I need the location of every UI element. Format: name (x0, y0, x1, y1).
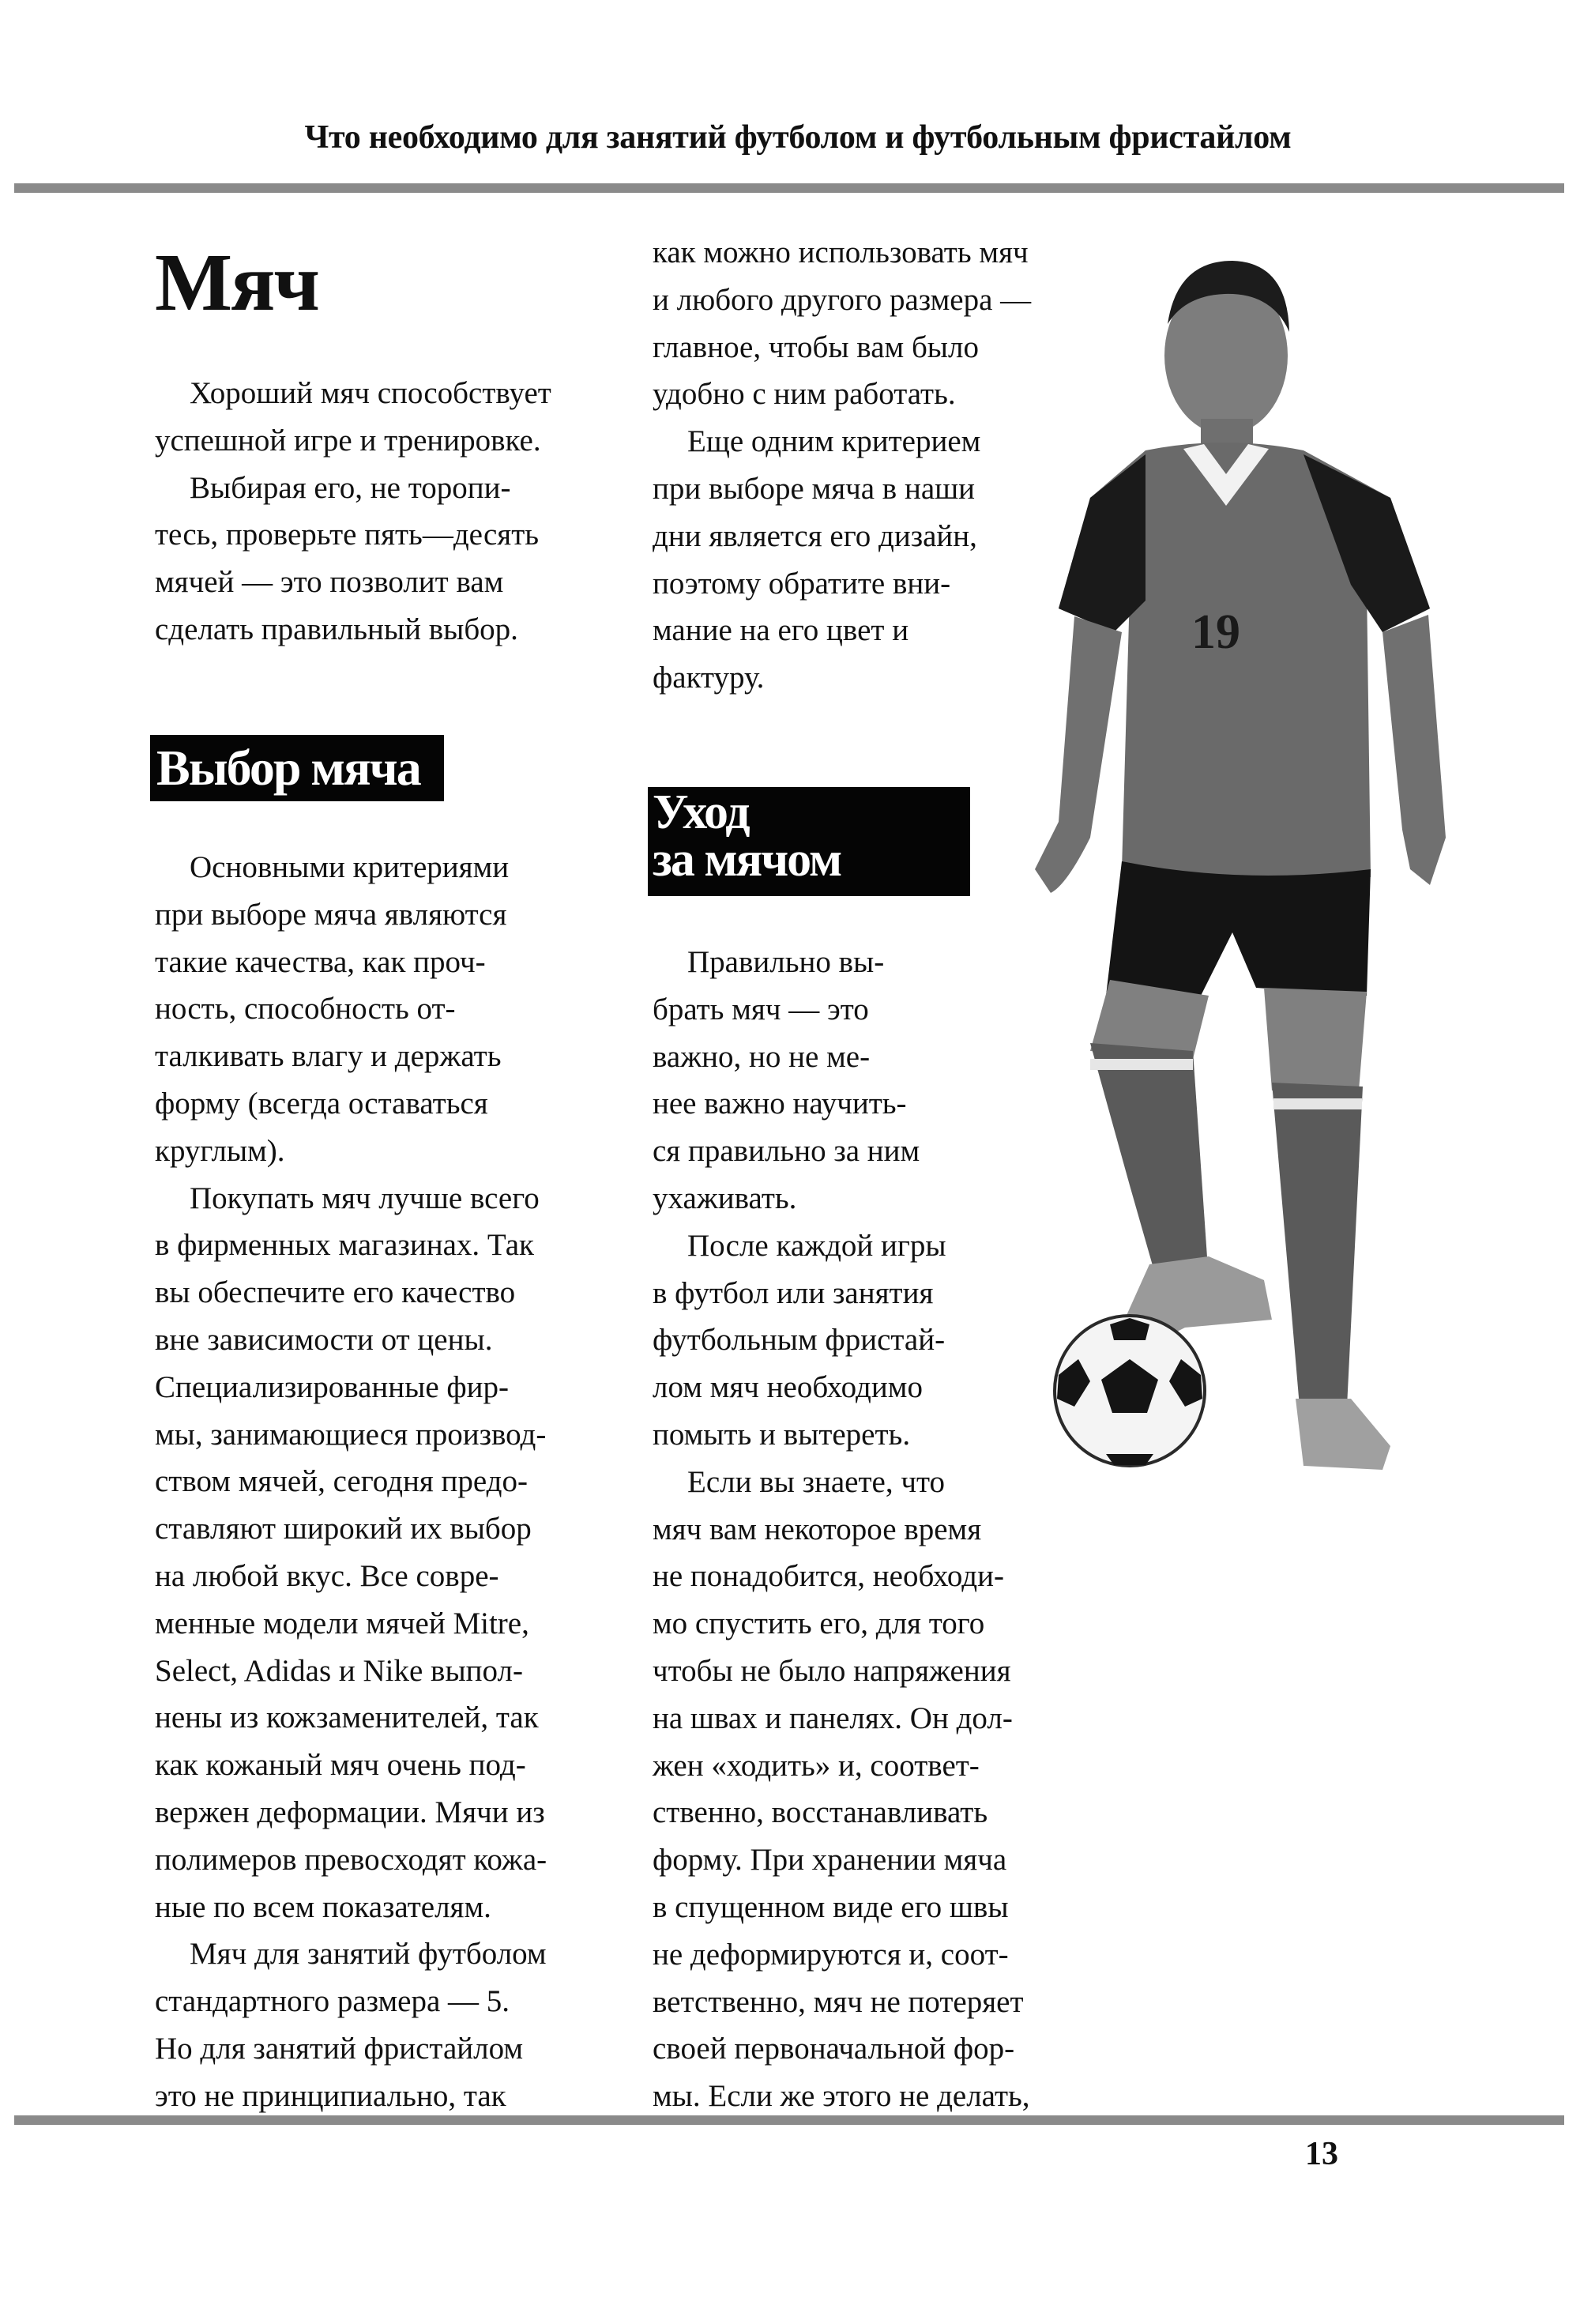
section-heading-ball-choice-text: Выбор мяча (156, 740, 420, 796)
text-line: вы обеспечите его качество (155, 1275, 516, 1310)
text-line: как кожаный мяч очень под- (155, 1748, 526, 1783)
text-line: Но для занятий фристайлом (155, 2031, 524, 2066)
header-rule (14, 183, 1564, 193)
text-line: Если вы знаете, что (687, 1464, 945, 1499)
text-line: ством мячей, сегодня предо- (155, 1464, 528, 1499)
text-line: Основными критериями (190, 850, 510, 884)
footer-rule (14, 2115, 1564, 2125)
text-line: на швах и панелях. Он дол- (653, 1701, 1013, 1735)
text-line: чтобы не было напряжения (653, 1653, 1011, 1688)
text-line: не деформируются и, соот- (653, 1937, 1009, 1972)
text-line: Правильно вы- (687, 945, 885, 979)
sock-stripe-right (1273, 1098, 1362, 1109)
text-line: ность, способность от- (155, 992, 456, 1026)
running-head: Что необходимо для занятий футболом и футбольным фристайлом (304, 119, 1292, 156)
text-line: главное, чтобы вам было (653, 330, 979, 364)
text-line: полимеров превосходят кожа- (155, 1842, 547, 1877)
football-player-photo (972, 237, 1493, 1501)
text-line: ственно, восстанавливать (653, 1795, 988, 1830)
text-line: После каждой игры (687, 1228, 946, 1263)
text-line: брать мяч — это (653, 992, 869, 1026)
sock-stripe-left (1090, 1059, 1193, 1070)
text-line: форму (всегда оставаться (155, 1086, 488, 1121)
text-line: это не принципиально, так (155, 2078, 506, 2113)
text-line: при выборе мяча в наши (653, 471, 976, 506)
text-line: удобно с ним работать. (653, 377, 956, 412)
text-line: менные модели мячей Mitre, (155, 1606, 529, 1640)
jersey-number: 19 (1191, 605, 1240, 659)
text-line: вне зависимости от цены. (155, 1322, 493, 1357)
text-line: в спущенном виде его швы (653, 1889, 1009, 1924)
col1-intro (155, 370, 597, 654)
text-line: и любого другого размера — (653, 282, 1032, 317)
text-line: Еще одним критерием (687, 424, 981, 459)
text-line: форму. При хранении мяча (653, 1843, 1007, 1878)
text-line: мы. Если же этого не делать, (653, 2079, 1030, 2114)
section-heading-ball-care-line2: за мячом (653, 833, 841, 887)
player-boot-right (1296, 1399, 1390, 1470)
section-heading-ball-care-line1: Уход (653, 785, 749, 839)
player-sock-left (1090, 1043, 1209, 1296)
text-line: как можно использовать мяч (653, 235, 1029, 269)
player-sock-right (1272, 1083, 1363, 1407)
text-line: жен «ходить» и, соответ- (653, 1748, 980, 1783)
text-line: дни является его дизайн, (653, 518, 977, 553)
text-line: Специализированные фир- (155, 1369, 510, 1404)
text-line: мание на его цвет и (653, 613, 909, 648)
text-line: тесь, проверьте пять—десять (155, 518, 540, 552)
text-line: помыть и вытереть. (653, 1417, 911, 1452)
text-line: при выборе мяча являются (155, 897, 507, 932)
text-line: успешной игре и тренировке. (155, 423, 541, 458)
player-arm-left (1035, 616, 1122, 893)
text-line: стандартного размера — 5. (155, 1984, 510, 2019)
text-line: важно, но не ме- (653, 1039, 871, 1074)
player-shorts (1106, 861, 1371, 996)
text-line: в футбол или занятия (653, 1275, 934, 1310)
text-line: мячей — это позволит вам (155, 565, 504, 600)
text-line: не понадобится, необходи- (653, 1559, 1004, 1594)
text-line: Покупать мяч лучше всего (190, 1181, 540, 1215)
jersey-sleeve-left (1059, 454, 1146, 632)
text-line: своей первоначальной фор- (653, 2032, 1015, 2066)
text-line: Select, Adidas и Nike выпол- (155, 1653, 523, 1688)
text-line: Выбирая его, не торопи- (190, 470, 511, 505)
text-line: мо спустить его, для того (653, 1606, 985, 1641)
text-line: нее важно научить- (653, 1087, 907, 1121)
text-line: ные по всем показателям. (155, 1889, 491, 1924)
text-line: футбольным фристай- (653, 1323, 946, 1358)
text-line: ся правильно за ним (653, 1134, 920, 1169)
text-line: в фирменных магазинах. Так (155, 1228, 534, 1263)
text-line: нены из кожзаменителей, так (155, 1701, 539, 1735)
section-heading-ball-choice (150, 735, 444, 801)
player-arm-right (1382, 615, 1446, 885)
section-heading-ball-care-text (653, 785, 841, 887)
text-line: сделать правильный выбор. (155, 612, 518, 646)
text-line: талкивать влагу и держать (155, 1039, 502, 1074)
text-line: ухаживать. (653, 1181, 797, 1215)
text-line: такие качества, как проч- (155, 944, 486, 979)
text-line: Хороший мяч способствует (190, 376, 551, 410)
page-title: Мяч (155, 237, 319, 328)
page-number: 13 (1305, 2136, 1338, 2172)
ball-panel-bottom (1106, 1454, 1153, 1465)
text-line: мы, занимающиеся производ- (155, 1417, 547, 1452)
text-line: вержен деформации. Мячи из (155, 1795, 545, 1829)
section-heading-ball-care (648, 787, 970, 896)
text-line: Мяч для занятий футболом (190, 1937, 547, 1972)
text-line: мяч вам некоторое время (653, 1512, 982, 1546)
text-line: фактуру. (653, 661, 765, 695)
text-line: ставляют широкий их выбор (155, 1512, 532, 1546)
text-line: круглым). (155, 1133, 285, 1168)
text-line: поэтому обратите вни- (653, 566, 951, 601)
player-leg-right (1264, 988, 1367, 1090)
text-line: на любой вкус. Все совре- (155, 1558, 499, 1593)
text-line: лом мяч необходимо (653, 1370, 923, 1405)
col1-body (155, 844, 597, 2120)
text-line: ветственно, мяч не потеряет (653, 1984, 1024, 2019)
